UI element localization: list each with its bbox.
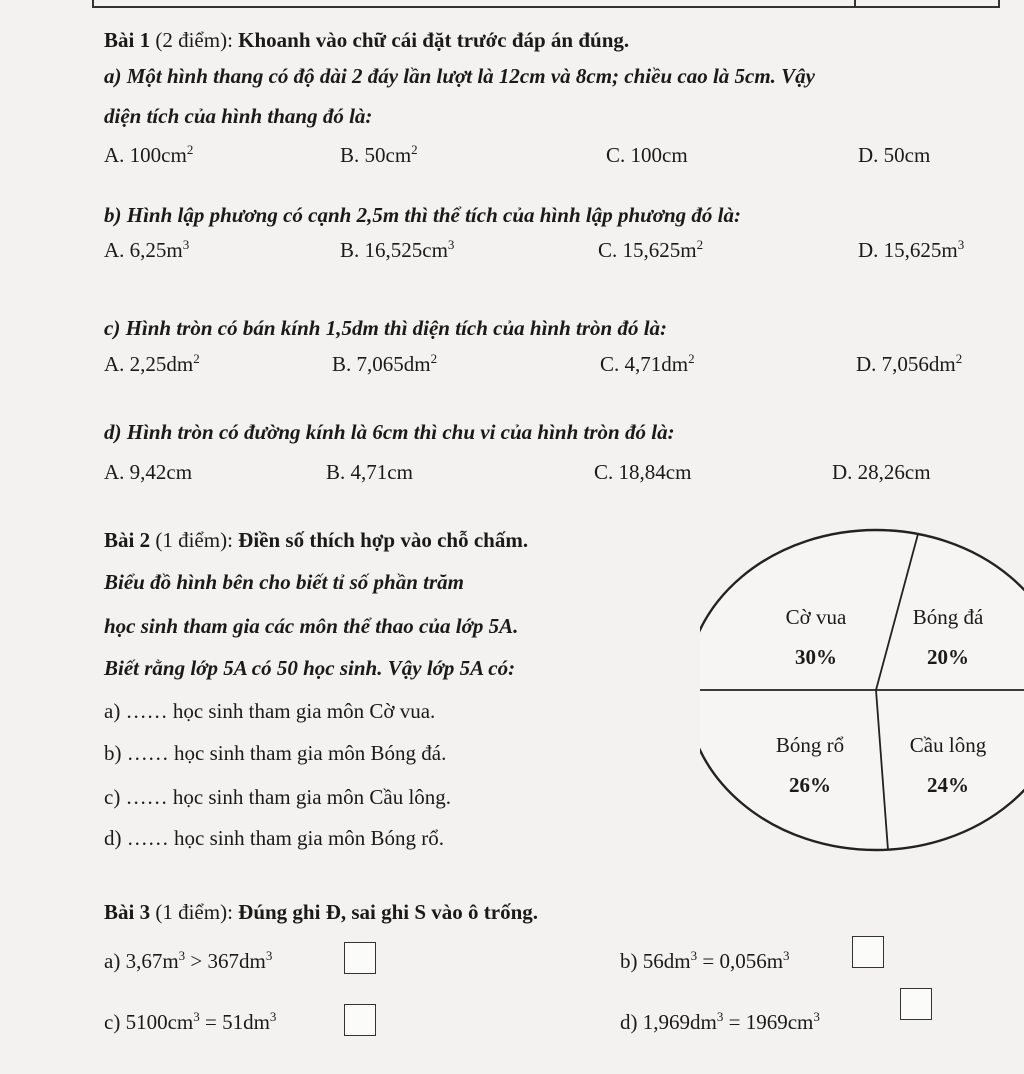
pie-label-name: Bóng đá <box>912 605 984 629</box>
bai1-b-option-d[interactable]: D. $15,625m^3$ <box>858 237 965 262</box>
bai1-a-option-c[interactable]: C. 100cm <box>606 143 688 167</box>
bai1-c-option-a[interactable]: A. $2,25dm^2$ <box>104 351 200 376</box>
bai3-heading <box>104 898 538 926</box>
bai2-heading <box>104 526 528 554</box>
bai2-number: Bài 2 <box>104 528 151 552</box>
bai1-a-question-line1: a) Một hình thang có độ dài 2 đáy lần lượt là 12cm và 8cm; chiều cao là 5cm. Vậy <box>104 64 816 88</box>
bai3-item-b: b) $56dm^3 = 0,056m^3$ <box>620 948 790 973</box>
bai3-item-c: c) $5100cm^3 = 51dm^3$ <box>104 1009 277 1034</box>
bai1-d-option-a[interactable]: A. 9,42cm <box>104 460 193 484</box>
pie-label-name: Bóng rổ <box>775 733 845 757</box>
bai1-d-question: d) Hình tròn có đường kính là 6cm thì chu vi của hình tròn đó là: <box>104 420 675 444</box>
bai1-a-option-b[interactable]: B. $50cm^2$ <box>340 142 418 167</box>
pie-label-name: Cờ vua <box>785 605 847 629</box>
bai1-a-question-line2: diện tích của hình thang đó là: <box>104 104 373 128</box>
bai2-desc-line2: học sinh tham gia các môn thể thao của lớp 5A. <box>104 614 519 638</box>
pie-label-value: 24% <box>927 773 969 797</box>
bai1-d-option-d[interactable]: D. 28,26cm <box>832 460 931 484</box>
pie-label-value: 26% <box>789 773 831 797</box>
bai3-answer-box-c[interactable] <box>344 1004 376 1036</box>
bai3-instruction: Đúng ghi Đ, sai ghi S vào ô trống. <box>238 900 539 924</box>
pie-label-name: Cầu lông <box>909 733 987 757</box>
bai2-points: (1 điểm): <box>150 528 239 552</box>
bai1-heading <box>104 26 629 54</box>
bai1-number: Bài 1 <box>104 28 151 52</box>
bai1-points: (2 điểm): <box>150 28 239 52</box>
bai1-instruction: Khoanh vào chữ cái đặt trước đáp án đúng. <box>238 28 630 52</box>
bai1-c-option-d[interactable]: D. $7,056dm^2$ <box>856 351 963 376</box>
bai1-b-option-c[interactable]: C. $15,625m^2$ <box>598 237 704 262</box>
bai2-instruction: Điền số thích hợp vào chỗ chấm. <box>238 528 529 552</box>
pie-label-value: 30% <box>795 645 837 669</box>
bai3-answer-box-a[interactable] <box>344 942 376 974</box>
bai1-a-option-a[interactable]: A. $100cm^2$ <box>104 142 194 167</box>
bai1-b-option-a[interactable]: A. $6,25m^3$ <box>104 237 190 262</box>
bai2-item-a[interactable]: a) …… học sinh tham gia môn Cờ vua. <box>104 699 436 723</box>
pie-label-value: 20% <box>927 645 969 669</box>
bai1-c-option-c[interactable]: C. $4,71dm^2$ <box>600 351 695 376</box>
bai3-item-d: d) $1,969dm^3 = 1969cm^3$ <box>620 1009 820 1034</box>
bai1-d-option-c[interactable]: C. 18,84cm <box>594 460 692 484</box>
bai2-item-b[interactable]: b) …… học sinh tham gia môn Bóng đá. <box>104 741 447 765</box>
bai3-item-a: a) $3,67m^3 > 367dm^3$ <box>104 948 273 973</box>
bai1-c-question: c) Hình tròn có bán kính 1,5dm thì diện tích của hình tròn đó là: <box>104 316 668 340</box>
bai1-b-option-b[interactable]: B. $16,525cm^3$ <box>340 237 455 262</box>
bai3-points: (1 điểm): <box>150 900 239 924</box>
sports-pie-chart <box>700 520 1024 860</box>
bai1-c-option-b[interactable]: B. $7,065dm^2$ <box>332 351 438 376</box>
bai2-desc-line3: Biết rằng lớp 5A có 50 học sinh. Vậy lớp 5A có: <box>104 656 516 680</box>
bai1-a-option-d[interactable]: D. 50cm <box>858 143 931 167</box>
bai1-d-option-b[interactable]: B. 4,71cm <box>326 460 413 484</box>
bai2-item-d[interactable]: d) …… học sinh tham gia môn Bóng rổ. <box>104 826 445 850</box>
bai3-answer-box-d[interactable] <box>900 988 932 1020</box>
bai3-number: Bài 3 <box>104 900 151 924</box>
bai2-item-c[interactable]: c) …… học sinh tham gia môn Cầu lông. <box>104 785 452 809</box>
bai3-answer-box-b[interactable] <box>852 936 884 968</box>
top-table-border <box>92 0 1000 8</box>
bai2-desc-line1: Biểu đồ hình bên cho biết tỉ số phần trăm <box>104 570 464 594</box>
bai1-b-question: b) Hình lập phương có cạnh 2,5m thì thể tích của hình lập phương đó là: <box>104 203 741 227</box>
